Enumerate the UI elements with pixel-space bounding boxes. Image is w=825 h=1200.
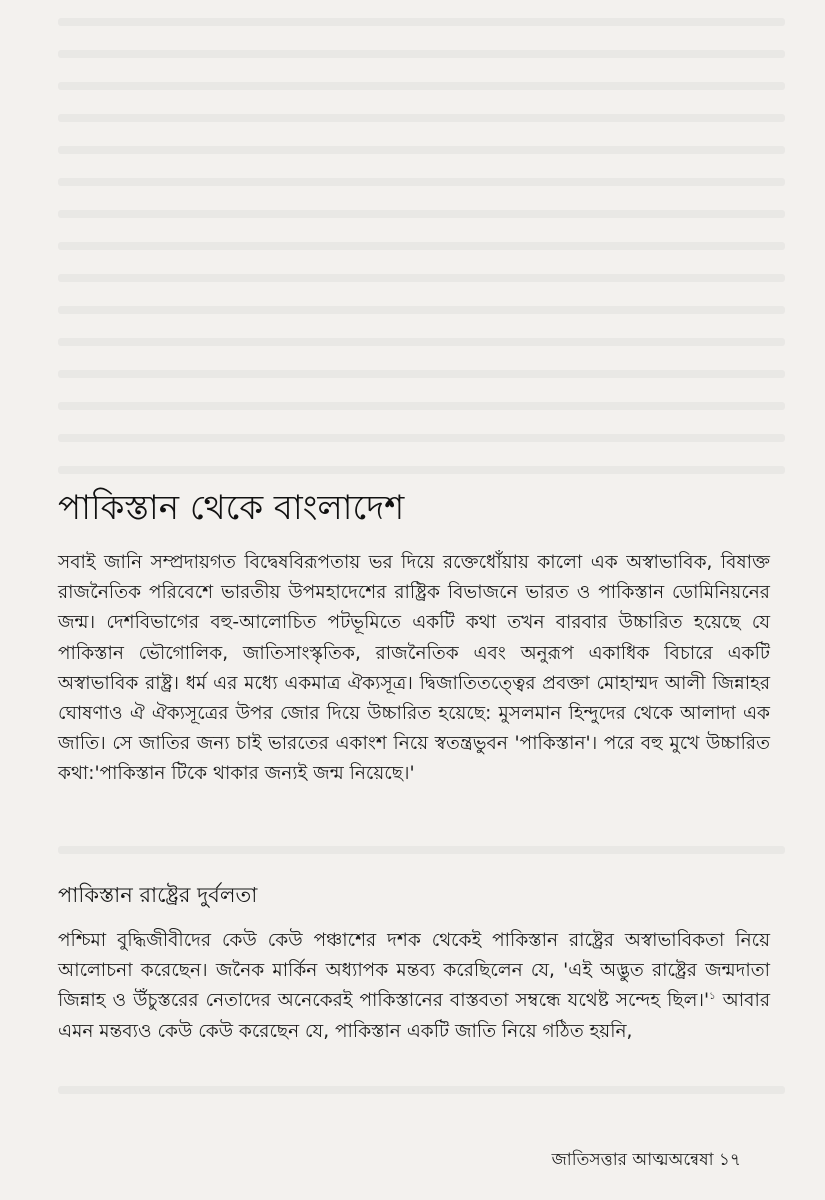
paragraph-weakness bbox=[58, 926, 770, 1047]
section-heading: পাকিস্তান থেকে বাংলাদেশ bbox=[58, 488, 405, 528]
running-footer-page-number: জাতিসত্তার আত্মঅন্বেষা ১৭ bbox=[551, 1150, 741, 1170]
paragraph-intro: সবাই জানি সম্প্রদায়গত বিদ্বেষবিরূপতায় ভর দিয়ে রক্তেধোঁয়ায় কালো এক অস্বাভাবিক, বিষাক্ত রাজনৈতিক পরিবেশে ভারতীয় উপমহাদেশের রাষ্ট্রিক বিভাজনে ভারত ও পাকিস্তান ডোমিনিয়নের জন্ম। দেশবিভাগের বহু-আলোচিত পটভূমিতে একটি কথা তখন বারবার উচ্চারিত হয়েছে যে পাকিস্তান ভৌগোলিক, জাতিসাংস্কৃতিক, রাজনৈতিক এবং অনুরূপ একাধিক বিচারে একটি অস্বাভাবিক রাষ্ট্র। ধর্ম এর মধ্যে একমাত্র ঐক্যসূত্র। দ্বিজাতিতত্ত্বের প্রবক্তা মোহাম্মদ আলী জিন্নাহর ঘোষণাও ঐ ঐক্যসূত্রের উপর জোর দিয়ে উচ্চারিত হয়েছে: মুসলমান হিন্দুদের থেকে আলাদা এক জাতি। সে জাতির জন্য চাই ভারতের একাংশ নিয়ে স্বতন্ত্রভুবন 'পাকিস্তান'। পরে বহু মুখে উচ্চারিত কথা:'পাকিস্তান টিকে থাকার জন্যই জন্ম নিয়েছে।' bbox=[58, 552, 770, 785]
subsection-heading: পাকিস্তান রাষ্ট্রের দুর্বলতা bbox=[58, 883, 258, 907]
footnote-marker: ১ bbox=[709, 991, 716, 1003]
paragraph-weakness-part-1: পশ্চিমা বুদ্ধিজীবীদের কেউ কেউ পঞ্চাশের দশক থেকেই পাকিস্তান রাষ্ট্রের অস্বাভাবিকতা নিয়ে আলোচনা করেছেন। জনৈক মার্কিন অধ্যাপক মন্তব্য করেছিলেন যে, 'এই অদ্ভুত রাষ্ট্রের জন্মদাতা জিন্নাহ ও উঁচুস্তরের নেতাদের অনেকেরই পাকিস্তানের বাস্তবতা সম্বন্ধে যথেষ্ট সন্দেহ ছিল।' bbox=[58, 930, 770, 1012]
paragraph-weakness-part-2: আবার এমন মন্তব্যও কেউ কেউ করেছেন যে, পাকিস্তান একটি জাতি নিয়ে গঠিত হয়নি, bbox=[58, 990, 770, 1042]
